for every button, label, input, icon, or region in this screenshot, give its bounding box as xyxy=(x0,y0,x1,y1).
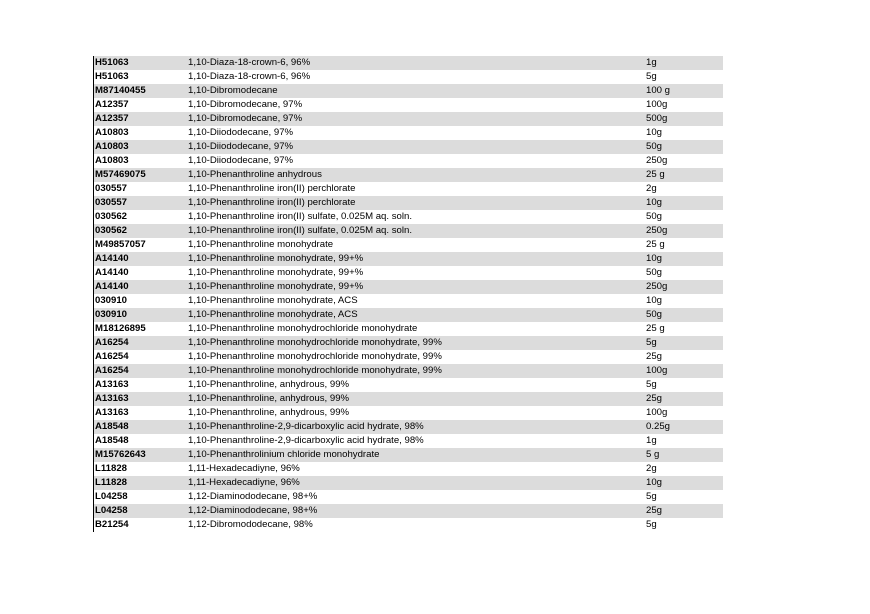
catalog-number-cell: A10803 xyxy=(95,127,129,138)
product-name-cell: 1,10-Phenanthroline monohydrate, 99+% xyxy=(188,267,364,278)
quantity-cell: 0.25g xyxy=(646,421,671,432)
quantity-cell: 10g xyxy=(646,477,663,488)
table-row xyxy=(94,350,723,364)
catalog-number-cell: M49857057 xyxy=(95,239,146,250)
table-row xyxy=(94,70,723,84)
catalog-number-cell: A13163 xyxy=(95,379,129,390)
catalog-number-cell: A16254 xyxy=(95,351,129,362)
product-name-cell: 1,10-Phenanthroline iron(II) perchlorate xyxy=(188,197,356,208)
catalog-number-cell: B21254 xyxy=(95,519,129,530)
quantity-cell: 1g xyxy=(646,435,657,446)
catalog-number-cell: L04258 xyxy=(95,491,128,502)
quantity-cell: 250g xyxy=(646,225,668,236)
product-name-cell: 1,12-Diaminododecane, 98+% xyxy=(188,505,318,516)
product-name-cell: 1,10-Dibromodecane xyxy=(188,85,278,96)
table-row xyxy=(94,518,723,532)
catalog-number-cell: 030910 xyxy=(95,295,128,306)
table-row xyxy=(94,308,723,322)
table-row xyxy=(94,504,723,518)
product-name-cell: 1,10-Dibromodecane, 97% xyxy=(188,99,303,110)
catalog-number-cell: A10803 xyxy=(95,155,129,166)
catalog-number-cell: A14140 xyxy=(95,281,129,292)
product-name-cell: 1,10-Phenanthroline monohydrochloride monohydrate, 99% xyxy=(188,351,442,362)
product-name-cell: 1,10-Phenanthroline monohydrochloride monohydrate, 99% xyxy=(188,337,442,348)
catalog-number-cell: A18548 xyxy=(95,421,129,432)
product-name-cell: 1,10-Phenanthroline monohydrochloride monohydrate, 99% xyxy=(188,365,442,376)
quantity-cell: 50g xyxy=(646,267,663,278)
table-row xyxy=(94,280,723,294)
quantity-cell: 25 g xyxy=(646,239,665,250)
quantity-cell: 25g xyxy=(646,393,663,404)
quantity-cell: 250g xyxy=(646,155,668,166)
product-name-cell: 1,10-Phenanthrolinium chloride monohydrate xyxy=(188,449,380,460)
quantity-cell: 25 g xyxy=(646,323,665,334)
quantity-cell: 500g xyxy=(646,113,668,124)
table-row xyxy=(94,210,723,224)
quantity-cell: 2g xyxy=(646,183,657,194)
catalog-number-cell: M57469075 xyxy=(95,169,146,180)
quantity-cell: 100g xyxy=(646,99,668,110)
catalog-number-cell: A14140 xyxy=(95,267,129,278)
quantity-cell: 25 g xyxy=(646,169,665,180)
catalog-number-cell: L11828 xyxy=(95,477,128,488)
product-name-cell: 1,10-Phenanthroline-2,9-dicarboxylic acid hydrate, 98% xyxy=(188,435,424,446)
product-name-cell: 1,10-Phenanthroline iron(II) sulfate, 0.025M aq. soln. xyxy=(188,211,412,222)
quantity-cell: 50g xyxy=(646,309,663,320)
product-table xyxy=(94,56,723,532)
catalog-number-cell: 030557 xyxy=(95,197,128,208)
catalog-number-cell: H51063 xyxy=(95,57,129,68)
product-name-cell: 1,10-Phenanthroline monohydrate, 99+% xyxy=(188,281,364,292)
quantity-cell: 5g xyxy=(646,379,657,390)
catalog-number-cell: 030562 xyxy=(95,225,128,236)
product-name-cell: 1,12-Dibromododecane, 98% xyxy=(188,519,313,530)
table-row xyxy=(94,126,723,140)
quantity-cell: 25g xyxy=(646,505,663,516)
quantity-cell: 100g xyxy=(646,365,668,376)
table-row xyxy=(94,98,723,112)
product-name-cell: 1,11-Hexadecadiyne, 96% xyxy=(188,477,300,488)
table-row xyxy=(94,322,723,336)
catalog-number-cell: A13163 xyxy=(95,393,129,404)
product-name-cell: 1,10-Phenanthroline monohydrate xyxy=(188,239,334,250)
quantity-cell: 100 g xyxy=(646,85,671,96)
catalog-number-cell: A13163 xyxy=(95,407,129,418)
quantity-cell: 10g xyxy=(646,253,663,264)
table-row xyxy=(94,392,723,406)
table-row xyxy=(94,476,723,490)
product-name-cell: 1,10-Phenanthroline monohydrate, 99+% xyxy=(188,253,364,264)
quantity-cell: 10g xyxy=(646,127,663,138)
quantity-cell: 50g xyxy=(646,141,663,152)
table-row xyxy=(94,140,723,154)
catalog-number-cell: L11828 xyxy=(95,463,128,474)
table-row xyxy=(94,168,723,182)
table-row xyxy=(94,154,723,168)
catalog-number-cell: A18548 xyxy=(95,435,129,446)
product-name-cell: 1,10-Diaza-18-crown-6, 96% xyxy=(188,57,311,68)
table-row xyxy=(94,490,723,504)
product-name-cell: 1,10-Dibromodecane, 97% xyxy=(188,113,303,124)
product-name-cell: 1,10-Phenanthroline monohydrate, ACS xyxy=(188,295,358,306)
table-row xyxy=(94,196,723,210)
catalog-number-cell: A16254 xyxy=(95,365,129,376)
quantity-cell: 5g xyxy=(646,491,657,502)
table-row xyxy=(94,294,723,308)
catalog-number-cell: 030910 xyxy=(95,309,128,320)
quantity-cell: 250g xyxy=(646,281,668,292)
catalog-number-cell: 030562 xyxy=(95,211,128,222)
left-border-rule xyxy=(93,56,94,532)
table-row xyxy=(94,434,723,448)
product-name-cell: 1,10-Diaza-18-crown-6, 96% xyxy=(188,71,311,82)
product-name-cell: 1,10-Diiododecane, 97% xyxy=(188,127,294,138)
product-name-cell: 1,10-Phenanthroline anhydrous xyxy=(188,169,322,180)
catalog-number-cell: M18126895 xyxy=(95,323,146,334)
product-name-cell: 1,10-Phenanthroline, anhydrous, 99% xyxy=(188,379,350,390)
quantity-cell: 1g xyxy=(646,57,657,68)
table-row xyxy=(94,238,723,252)
quantity-cell: 100g xyxy=(646,407,668,418)
product-name-cell: 1,10-Phenanthroline iron(II) perchlorate xyxy=(188,183,356,194)
catalog-number-cell: A12357 xyxy=(95,99,129,110)
table-row xyxy=(94,364,723,378)
table-row xyxy=(94,84,723,98)
product-name-cell: 1,11-Hexadecadiyne, 96% xyxy=(188,463,300,474)
table-row xyxy=(94,182,723,196)
product-name-cell: 1,10-Diiododecane, 97% xyxy=(188,155,294,166)
table-row xyxy=(94,462,723,476)
quantity-cell: 5g xyxy=(646,519,657,530)
quantity-cell: 5 g xyxy=(646,449,660,460)
product-name-cell: 1,10-Phenanthroline-2,9-dicarboxylic acid hydrate, 98% xyxy=(188,421,424,432)
quantity-cell: 2g xyxy=(646,463,657,474)
table-row xyxy=(94,266,723,280)
product-name-cell: 1,10-Phenanthroline, anhydrous, 99% xyxy=(188,393,350,404)
quantity-cell: 25g xyxy=(646,351,663,362)
product-name-cell: 1,10-Phenanthroline monohydrochloride monohydrate xyxy=(188,323,418,334)
catalog-number-cell: 030557 xyxy=(95,183,128,194)
table-row xyxy=(94,224,723,238)
product-name-cell: 1,10-Diiododecane, 97% xyxy=(188,141,294,152)
table-row xyxy=(94,448,723,462)
table-row xyxy=(94,378,723,392)
quantity-cell: 5g xyxy=(646,71,657,82)
quantity-cell: 10g xyxy=(646,197,663,208)
table-row xyxy=(94,112,723,126)
quantity-cell: 10g xyxy=(646,295,663,306)
product-name-cell: 1,10-Phenanthroline iron(II) sulfate, 0.025M aq. soln. xyxy=(188,225,412,236)
catalog-number-cell: A14140 xyxy=(95,253,129,264)
quantity-cell: 50g xyxy=(646,211,663,222)
table-row xyxy=(94,336,723,350)
catalog-number-cell: A16254 xyxy=(95,337,129,348)
product-name-cell: 1,10-Phenanthroline monohydrate, ACS xyxy=(188,309,358,320)
catalog-number-cell: M15762643 xyxy=(95,449,146,460)
table-row xyxy=(94,406,723,420)
table-row xyxy=(94,56,723,70)
quantity-cell: 5g xyxy=(646,337,657,348)
catalog-number-cell: H51063 xyxy=(95,71,129,82)
product-name-cell: 1,12-Diaminododecane, 98+% xyxy=(188,491,318,502)
table-row xyxy=(94,252,723,266)
catalog-number-cell: M87140455 xyxy=(95,85,146,96)
product-name-cell: 1,10-Phenanthroline, anhydrous, 99% xyxy=(188,407,350,418)
table-row xyxy=(94,420,723,434)
catalog-number-cell: A12357 xyxy=(95,113,129,124)
catalog-number-cell: A10803 xyxy=(95,141,129,152)
catalog-number-cell: L04258 xyxy=(95,505,128,516)
